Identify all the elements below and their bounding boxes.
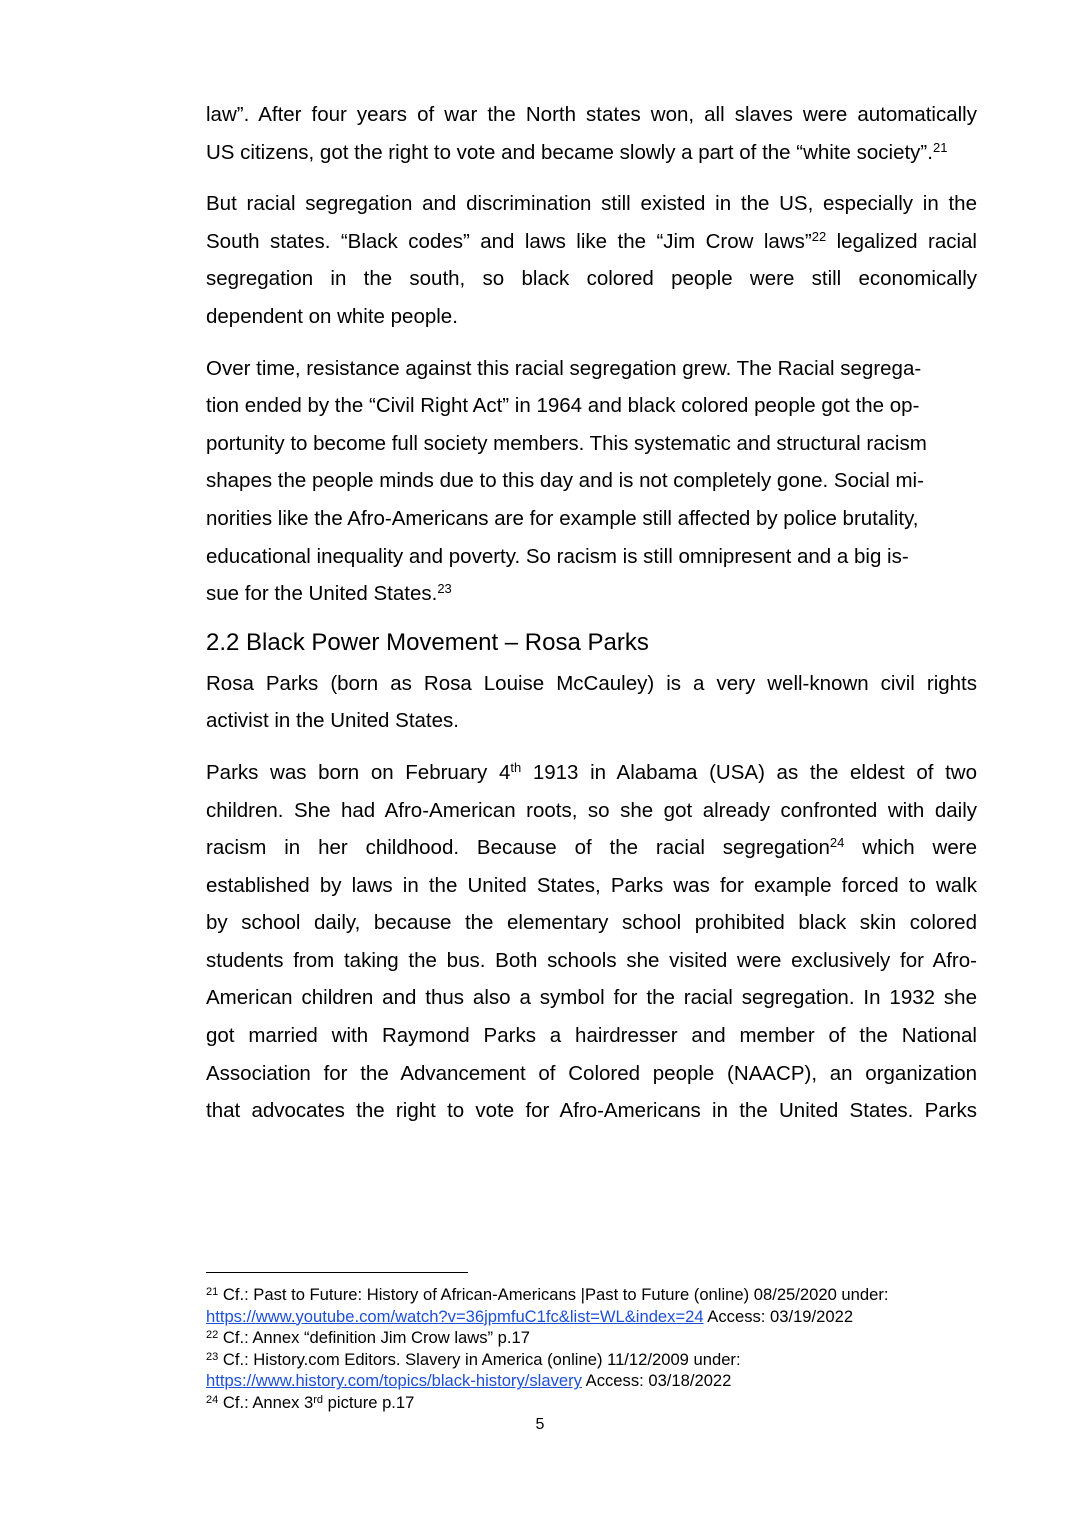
- footnotes: [206, 1284, 977, 1414]
- text-line: established by laws in the United States, Parks was for example forced to walk: [206, 873, 977, 897]
- text-line: segregation in the south, so black colored people were still economically: [206, 267, 977, 291]
- text-line: Parks was born on February 4th 1913 in Alabama (USA) as the eldest of two: [206, 759, 977, 784]
- footnote-ref-21[interactable]: 21: [932, 139, 948, 155]
- text-line: activist in the United States.: [206, 709, 459, 733]
- text-line: Association for the Advancement of Colored people (NAACP), an organization: [206, 1061, 977, 1085]
- text-line: tion ended by the “Civil Right Act” in 1964 and black colored people got the op-: [206, 394, 920, 418]
- text-line: shapes the people minds due to this day and is not completely gone. Social mi-: [206, 469, 924, 493]
- footnote-24: $^{24}$ Cf.: Annex 3rd picture p.17: [206, 1392, 415, 1412]
- section-heading: 2.2 Black Power Movement – Rosa Parks: [206, 628, 649, 656]
- text-line: that advocates the right to vote for Afro-Americans in the United States. Parks: [206, 1099, 977, 1123]
- text-line: But racial segregation and discrimination still existed in the US, especially in the: [206, 192, 977, 216]
- text-line: educational inequality and poverty. So racism is still omnipresent and a big is-: [206, 544, 909, 568]
- text-line: American children and thus also a symbol for the racial segregation. In 1932 she: [206, 986, 977, 1010]
- text-line: children. She had Afro-American roots, so she got already confronted with daily: [206, 798, 977, 822]
- text-line: portunity to become full society members. This systematic and structural racism: [206, 431, 927, 455]
- text-line: South states. “Black codes” and laws like the “Jim Crow laws”$^{22}$ legalized racial: [206, 228, 977, 253]
- text-line: racism in her childhood. Because of the racial segregation$^{24}$ which were: [206, 835, 977, 860]
- footnote-21-source: https://www.youtube.com/watch?v=36jpmfuC1fc&list=WL&index=24 Access: 03/19/2022: [206, 1306, 854, 1326]
- paragraph-3: [206, 350, 977, 613]
- footnote-21-link[interactable]: https://www.youtube.com/watch?v=36jpmfuC1fc&list=WL&index=24: [206, 1306, 704, 1326]
- footnote-23-link[interactable]: https://www.history.com/topics/black-history/slavery: [206, 1371, 582, 1391]
- text-line: sue for the United States.$^{23}$: [206, 581, 452, 606]
- footnote-ref-23[interactable]: 23: [437, 581, 452, 597]
- text-line: students from taking the bus. Both schools she visited were exclusively for Afro-: [206, 948, 977, 972]
- text-line: got married with Raymond Parks a hairdresser and member of the National: [206, 1024, 977, 1048]
- body-text: [206, 96, 977, 1144]
- paragraph-1: [206, 96, 977, 171]
- paragraph-5: [206, 754, 977, 1130]
- paragraph-4: [206, 665, 977, 740]
- footnote-23: $^{23}$ Cf.: History.com Editors. Slavery in America (online) 11/12/2009 under:: [206, 1349, 741, 1369]
- text-line: dependent on white people.: [206, 304, 458, 328]
- text-line: law”. After four years of war the North states won, all slaves were automatically: [206, 103, 977, 126]
- footnote-23-source: https://www.history.com/topics/black-history/slavery Access: 03/18/2022: [206, 1371, 732, 1391]
- page-number: 5: [535, 1416, 545, 1433]
- text-line: Rosa Parks (born as Rosa Louise McCauley) is a very well-known civil rights: [206, 671, 977, 695]
- text-line: US citizens, got the right to vote and became slowly a part of the “white society”.$^{21}$: [206, 139, 948, 164]
- footnote-separator: [206, 1272, 468, 1273]
- text-line: norities like the Afro-Americans are for example still affected by police brutality,: [206, 506, 919, 530]
- text-line: Over time, resistance against this racial segregation grew. The Racial segrega-: [206, 356, 922, 380]
- footnote-ref-22[interactable]: 22: [811, 228, 827, 244]
- footnote-ref-24[interactable]: 24: [829, 835, 845, 851]
- footnote-21: $^{21}$ Cf.: Past to Future: History of African-Americans |Past to Future (online) 08/25/2020 under:: [206, 1285, 889, 1304]
- text-line: by school daily, because the elementary school prohibited black skin colored: [206, 911, 977, 935]
- footnote-22: $^{22}$ Cf.: Annex “definition Jim Crow laws” p.17: [206, 1328, 530, 1348]
- paragraph-2: [206, 185, 977, 335]
